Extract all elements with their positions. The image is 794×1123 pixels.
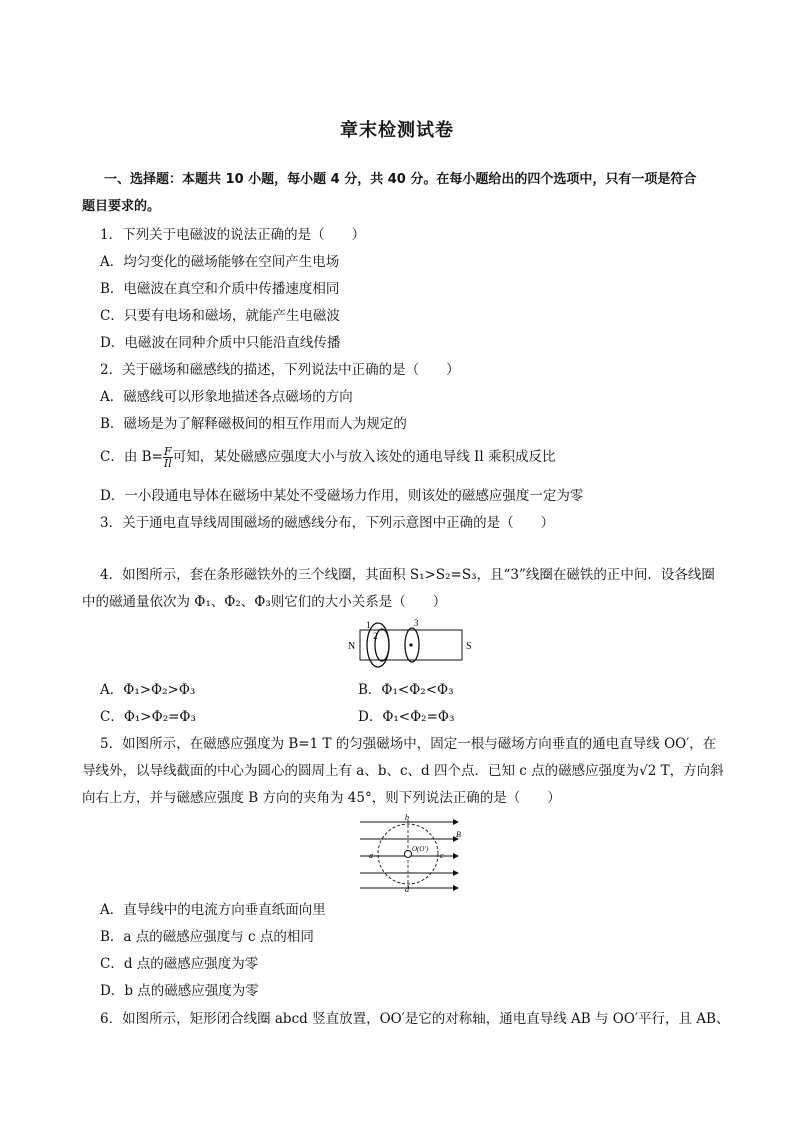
section-heading-line1: 一、选择题：本题共 10 小题，每小题 4 分，共 40 分。在每小题给出的四个选项中，只有一项是符合 — [104, 172, 697, 187]
q2-option-c — [100, 446, 555, 469]
q1-option-a: A．均匀变化的磁场能够在空间产生电场 — [100, 254, 340, 270]
coil-1-label: 1 — [366, 620, 371, 630]
q5-stem-line2: 导线外，以导线截面的中心为圆心的圆周上有 a、b、c、d 四个点．已知 c 点的磁感应强度为√2 T，方向斜 — [82, 763, 724, 779]
q4-magnet-figure — [344, 618, 484, 668]
q2-option-c-suffix: 可知，某处磁感应强度大小与放入该处的通电导线 Il 乘积成反比 — [172, 449, 556, 465]
point-a-label: a — [369, 851, 373, 860]
q5-option-c: C．d 点的磁感应强度为零 — [100, 956, 259, 972]
q2-fraction-numerator: F — [163, 445, 172, 458]
q3-stem: 3．关于通电直导线周围磁场的磁感线分布，下列示意图中正确的是（ ） — [100, 515, 555, 531]
q6-stem-line1: 6．如图所示，矩形闭合线圈 abcd 竖直放置，OO′是它的对称轴，通电直导线 AB 与 OO′平行，且 AB、 — [100, 1011, 730, 1027]
q5-stem-line3: 向右上方，并与磁感应强度 B 方向的夹角为 45°，则下列说法正确的是（ ） — [82, 790, 561, 806]
point-b-label: b — [405, 813, 409, 822]
q1-option-c: C．只要有电场和磁场，就能产生电磁波 — [100, 308, 340, 324]
q2-option-a: A．磁感线可以形象地描述各点磁场的方向 — [100, 389, 353, 405]
q1-option-b: B．电磁波在真空和介质中传播速度相同 — [100, 281, 340, 297]
q2-option-c-prefix: C．由 B= — [100, 449, 163, 465]
q4-option-b: B．Φ₁<Φ₂<Φ₃ — [358, 682, 454, 698]
point-c-label: c — [440, 851, 444, 860]
field-b-label: B — [456, 830, 461, 839]
q4-stem-line1: 4．如图所示，套在条形磁铁外的三个线圈，其面积 S₁>S₂=S₃，且“3”线圈在磁铁的正中间．设各线圈 — [100, 567, 715, 583]
q2-fraction-denominator: Il — [163, 457, 172, 470]
q2-option-d: D．一小段通电导体在磁场中某处不受磁场力作用，则该处的磁感应强度一定为零 — [100, 488, 584, 504]
q5-field-figure — [356, 812, 468, 892]
q4-option-d: D．Φ₁<Φ₂=Φ₃ — [358, 709, 455, 725]
wire-center-label: O(O′) — [412, 845, 429, 853]
q5-option-a: A．直导线中的电流方向垂直纸面向里 — [100, 902, 326, 918]
magnet-center-dot — [409, 643, 412, 646]
magnet-n-label: N — [348, 641, 356, 652]
q1-option-d: D．电磁波在同种介质中只能沿直线传播 — [100, 335, 341, 351]
page-title: 章末检测试卷 — [340, 120, 454, 141]
coil-3-label: 3 — [414, 618, 419, 628]
q4-option-c: C．Φ₁>Φ₂=Φ₃ — [100, 709, 196, 725]
section-heading-line2: 题目要求的。 — [82, 199, 161, 214]
magnet-s-label: S — [466, 641, 472, 652]
q2-stem: 2．关于磁场和磁感线的描述，下列说法中正确的是（ ） — [100, 362, 460, 378]
q5-stem-line1: 5．如图所示，在磁感应强度为 B=1 T 的匀强磁场中，固定一根与磁场方向垂直的通电直导线 OO′，在 — [100, 736, 717, 752]
q2-option-b: B．磁场是为了解释磁极间的相互作用而人为规定的 — [100, 416, 407, 432]
point-d-label: d — [405, 885, 409, 892]
q1-stem: 1．下列关于电磁波的说法正确的是（ ） — [100, 227, 366, 243]
coil-2-label: 2 — [373, 631, 378, 641]
q5-option-b: B．a 点的磁感应强度与 c 点的相同 — [100, 929, 314, 945]
q2-fraction — [163, 446, 173, 469]
q5-option-d: D．b 点的磁感应强度为零 — [100, 983, 259, 999]
q4-stem-line2: 中的磁通量依次为 Φ₁、Φ₂、Φ₃则它们的大小关系是（ ） — [82, 594, 447, 610]
q4-option-a: A．Φ₁>Φ₂>Φ₃ — [100, 682, 196, 698]
wire-cross-section — [405, 851, 412, 858]
